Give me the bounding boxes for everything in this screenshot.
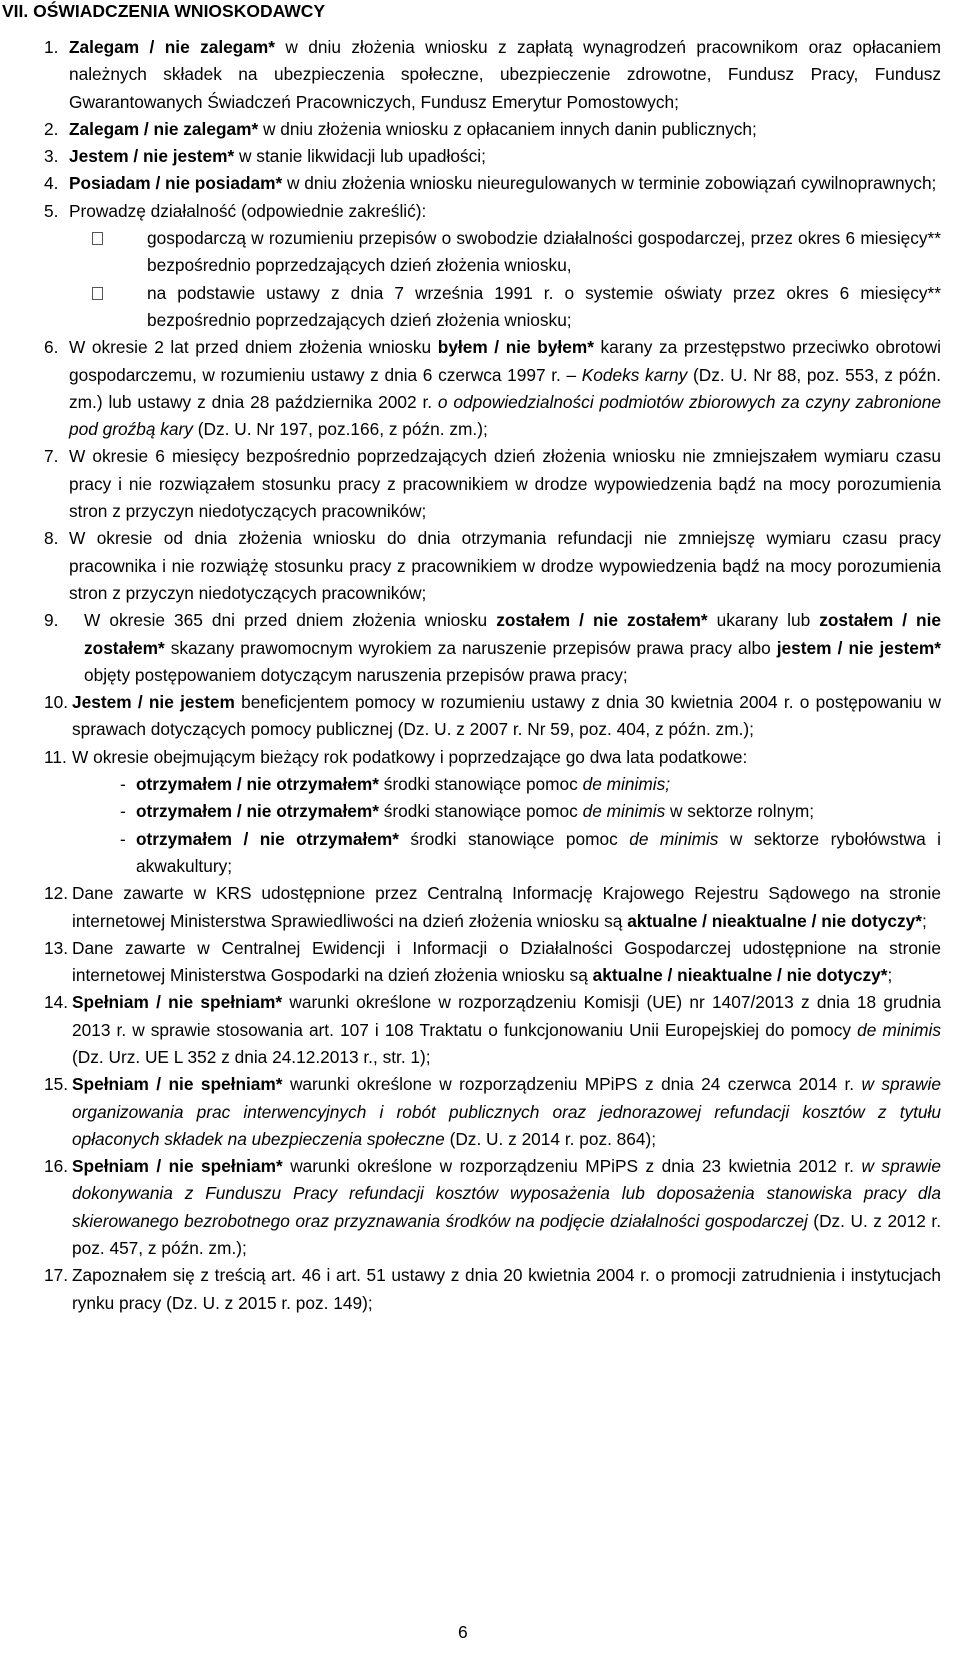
item-text: Jestem / nie jestem* w stanie likwidacji lub upadłości;	[69, 146, 486, 167]
item-text: Spełniam / nie spełniam* warunki określone w rozporządzeniu Komisji (UE) nr 1407/2013 z dnia 18 grudnia 2013 r. w sprawie stosowania art. 107 i 108 Traktatu o funkcjonowaniu Unii Europejskiej do pomocy de minimis (Dz. Urz. UE L 352 z dnia 24.12.2013 r., str. 1);	[72, 992, 941, 1067]
item-text: W okresie od dnia złożenia wniosku do dnia otrzymania refundacji nie zmniejszę wymiaru czasu pracy pracownika i nie rozwiążę stosunku pracy z pracownikiem w drodze wypowiedzenia bądź na mocy porozumienia stron z przyczyn niedotyczących pracowników;	[69, 528, 941, 603]
de-minimis-subitem-3	[44, 826, 941, 881]
item-text: W okresie 365 dni przed dniem złożenia wniosku zostałem / nie zostałem* ukarany lub zostałem / nie zostałem* skazany prawomocnym wyrokiem za naruszenie przepisów prawa pracy albo jestem / nie jestem* objęty postępowaniem dotyczącym naruszenia przepisów prawa pracy;	[84, 610, 941, 685]
item-text: Dane zawarte w KRS udostępnione przez Centralną Informację Krajowego Rejestru Sądowego na stronie internetowej Ministerstwa Sprawiedliwości na dzień złożenia wniosku są aktualne / nieaktualne / nie dotyczy*;	[72, 883, 941, 931]
declaration-item-10	[44, 689, 941, 744]
item-text: Posiadam / nie posiadam* w dniu złożenia wniosku nieuregulowanych w terminie zobowiązań cywilnoprawnych;	[69, 173, 937, 194]
item-number: 10.	[44, 692, 69, 713]
item-number: 6.	[44, 337, 59, 358]
declaration-item-2	[44, 116, 941, 143]
item-text: W okresie 6 miesięcy bezpośrednio poprzedzających dzień złożenia wniosku nie zmniejszałem wymiaru czasu pracy i nie rozwiązałem stosunku pracy z pracownikiem w drodze wypowiedzenia bądź na mocy porozumienia stron z przyczyn niedotyczących pracowników;	[69, 446, 941, 522]
option-text: gospodarczą w rozumieniu przepisów o swobodzie działalności gospodarczej, przez okres 6 miesięcy** bezpośrednio poprzedzających dzień złożenia wniosku,	[147, 228, 941, 276]
section-heading: VII. OŚWIADCZENIA WNIOSKODAWCY	[2, 1, 326, 21]
declaration-item-12	[44, 880, 941, 935]
dash-bullet: -	[120, 801, 126, 822]
item-number: 9.	[44, 610, 59, 631]
item-number: 4.	[44, 173, 59, 194]
item-number: 16.	[44, 1156, 69, 1177]
item-number: 13.	[44, 937, 69, 958]
subitem-text: otrzymałem / nie otrzymałem* środki stanowiące pomoc de minimis w sektorze rybołówstwa i akwakultury;	[136, 828, 941, 876]
item-number: 15.	[44, 1074, 69, 1095]
item-number: 14.	[44, 992, 69, 1013]
item-text: Zalegam / nie zalegam* w dniu złożenia wniosku z opłacaniem innych danin publicznych;	[69, 118, 757, 139]
declaration-item-15	[44, 1071, 941, 1153]
declaration-item-16	[44, 1153, 941, 1262]
declaration-item-1	[44, 34, 941, 116]
declaration-item-14	[44, 989, 941, 1071]
item-text: W okresie 2 lat przed dniem złożenia wniosku byłem / nie byłem* karany za przestępstwo przeciwko obrotowi gospodarczemu, w rozumieniu ustawy z dnia 6 czerwca 1997 r. – Kodeks karny (Dz. U. Nr 88, poz. 553, z późn. zm.) lub ustawy z dnia 28 października 2002 r. o odpowiedzialności podmiotów zbiorowych za czyny zabronione pod groźbą kary (Dz. U. Nr 197, poz.166, z późn. zm.);	[69, 337, 942, 440]
item-text: Prowadzę działalność (odpowiednie zakreślić):	[69, 200, 427, 221]
checkbox-icon[interactable]	[92, 287, 103, 300]
page-number: 6	[458, 1622, 468, 1642]
item-text: Jestem / nie jestem beneficjentem pomocy w rozumieniu ustawy z dnia 30 kwietnia 2004 r. o postępowaniu w sprawach dotyczących pomocy publicznej (Dz. U. z 2007 r. Nr 59, poz. 404, z późn. zm.);	[72, 692, 941, 740]
item-number: 8.	[44, 528, 59, 549]
declaration-item-3	[44, 143, 941, 170]
item-number: 1.	[44, 37, 59, 57]
item-number: 2.	[44, 118, 59, 139]
item-text: Spełniam / nie spełniam* warunki określone w rozporządzeniu MPiPS z dnia 24 czerwca 2014 r. w sprawie organizowania prac interwencyjnych i robót publicznych oraz jednorazowej refundacji kosztów z tytułu opłaconych składek na ubezpieczenia społeczne (Dz. U. z 2014 r. poz. 864);	[72, 1074, 941, 1149]
declaration-item-17	[44, 1262, 941, 1317]
checkbox-icon[interactable]	[92, 232, 103, 245]
subitem-text: otrzymałem / nie otrzymałem* środki stanowiące pomoc de minimis;	[136, 774, 671, 795]
item-text: W okresie obejmującym bieżący rok podatkowy i poprzedzające go dwa lata podatkowe:	[72, 746, 748, 767]
dash-bullet: -	[120, 828, 126, 849]
declaration-item-4	[44, 170, 941, 197]
item-number: 5.	[44, 200, 59, 221]
activity-option-2	[44, 280, 941, 335]
item-text: Spełniam / nie spełniam* warunki określone w rozporządzeniu MPiPS z dnia 23 kwietnia 2012 r. w sprawie dokonywania z Funduszu Pracy refundacji kosztów wyposażenia lub doposażenia stanowiska pracy dla skierowanego bezrobotnego oraz przyznawania środków na podjęcie działalności gospodarczej (Dz. U. z 2012 r. poz. 457, z późn. zm.);	[72, 1156, 942, 1259]
de-minimis-subitem-2	[44, 798, 941, 825]
declaration-item-8	[44, 525, 941, 607]
item-number: 11.	[44, 746, 67, 767]
declarations-list	[44, 34, 941, 1317]
item-text: Zalegam / nie zalegam* w dniu złożenia wniosku z zapłatą wynagrodzeń pracownikom oraz opłacaniem należnych składek na ubezpieczenia społeczne, ubezpieczenie zdrowotne, Fundusz Pracy, Fundusz Gwarantowanych Świadczeń Pracowniczych, Fundusz Emerytur Pomostowych;	[69, 37, 941, 112]
item-number: 12.	[44, 883, 69, 904]
de-minimis-subitem-1	[44, 771, 941, 798]
dash-bullet: -	[120, 774, 126, 795]
item-number: 3.	[44, 146, 59, 167]
item-text: Dane zawarte w Centralnej Ewidencji i Informacji o Działalności Gospodarczej udostępnione na stronie internetowej Ministerstwa Gospodarki na dzień złożenia wniosku są aktualne / nieaktualne / nie dotyczy*;	[72, 937, 941, 986]
declaration-item-7	[44, 443, 941, 525]
item-number: 7.	[44, 446, 59, 467]
item-number: 17.	[44, 1265, 69, 1286]
item-text: Zapoznałem się z treścią art. 46 i art. 51 ustawy z dnia 20 kwietnia 2004 r. o promocji zatrudnienia i instytucjach rynku pracy (Dz. U. z 2015 r. poz. 149);	[72, 1265, 941, 1313]
subitem-text: otrzymałem / nie otrzymałem* środki stanowiące pomoc de minimis w sektorze rolnym;	[136, 801, 815, 822]
declaration-item-9	[44, 607, 941, 689]
declaration-item-11	[44, 744, 941, 771]
activity-option-1	[44, 225, 941, 280]
declaration-item-13	[44, 935, 941, 990]
option-text: na podstawie ustawy z dnia 7 września 1991 r. o systemie oświaty przez okres 6 miesięcy** bezpośrednio poprzedzających dzień złożenia wniosku;	[147, 282, 941, 330]
declaration-item-5	[44, 198, 941, 225]
declaration-item-6	[44, 334, 941, 443]
